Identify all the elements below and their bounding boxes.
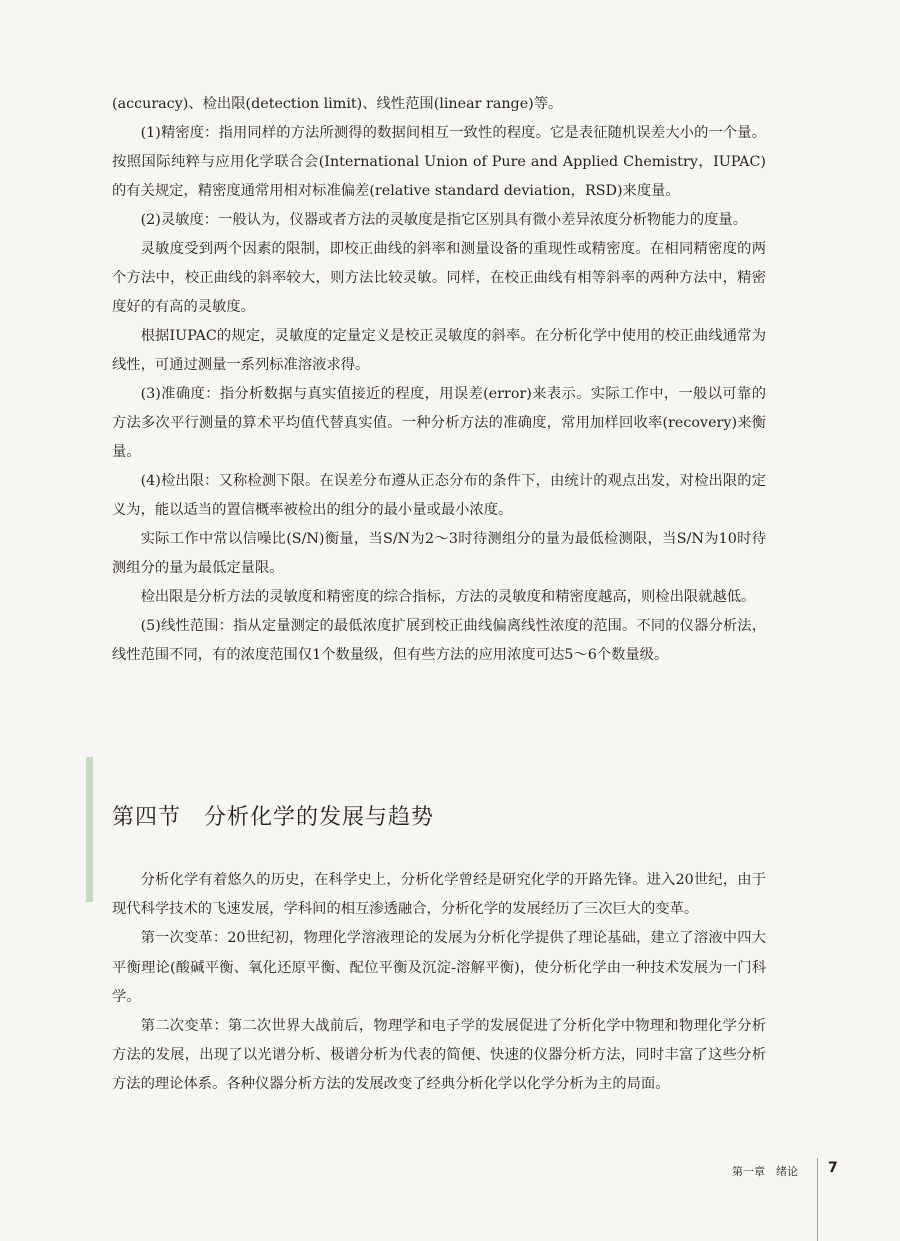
page-number: 7 [828,1160,838,1176]
footer-divider [817,1158,818,1241]
paragraph-sensitivity-iupac: 根据IUPAC的规定，灵敏度的定量定义是校正灵敏度的斜率。在分析化学中使用的校正曲线通常为线性，可通过测量一系列标准溶液求得。 [112,328,766,373]
paragraph-sensitivity: (2)灵敏度：一般认为，仪器或者方法的灵敏度是指它区别具有微小差异浓度分析物能力的度量。 [140,212,748,228]
paragraph-linear-range: (5)线性范围：指从定量测定的最低浓度扩展到校正曲线偏离线性浓度的范围。不同的仪器分析法，线性范围不同，有的浓度范围仅1个数量级，但有些方法的应用浓度可达5～6个数量级。 [112,618,766,663]
paragraph-detection-limit-summary: 检出限是分析方法的灵敏度和精密度的综合指标，方法的灵敏度和精密度越高，则检出限就越低。 [140,589,756,605]
section-heading: 第四节 分析化学的发展与趋势 [112,805,435,830]
running-footer-chapter: 第一章 绪论 [732,1165,798,1178]
paragraph-signal-noise: 实际工作中常以信噪比(S/N)衡量，当S/N为2～3时待测组分的量为最低检测限，当S/N为10时待测组分的量为最低定量限。 [112,531,766,576]
section-accent-bar [86,757,93,902]
paragraph-intro-continued: (accuracy)、检出限(detection limit)、线性范围(linear range)等。 [112,96,563,112]
section-text [112,866,766,1100]
body-text [112,90,766,670]
paragraph-detection-limit: (4)检出限：又称检测下限。在误差分布遵从正态分布的条件下，由统计的观点出发，对检出限的定义为，能以适当的置信概率被检出的组分的最小量或最小浓度。 [112,473,766,518]
paragraph-first-revolution: 第一次变革：20世纪初，物理化学溶液理论的发展为分析化学提供了理论基础，建立了溶液中四大平衡理论(酸碱平衡、氧化还原平衡、配位平衡及沉淀-溶解平衡)，使分析化学由一种技术发展为一门科学。 [112,930,766,1005]
paragraph-history: 分析化学有着悠久的历史，在科学史上，分析化学曾经是研究化学的开路先锋。进入20世纪，由于现代科学技术的飞速发展，学科间的相互渗透融合，分析化学的发展经历了三次巨大的变革。 [112,872,766,918]
paragraph-accuracy: (3)准确度：指分析数据与真实值接近的程度，用误差(error)来表示。实际工作中，一般以可靠的方法多次平行测量的算术平均值代替真实值。一种分析方法的准确度，常用加样回收率(recovery)来衡量。 [112,386,766,460]
paragraph-second-revolution: 第二次变革：第二次世界大战前后，物理学和电子学的发展促进了分析化学中物理和物理化学分析方法的发展，出现了以光谱分析、极谱分析为代表的简便、快速的仪器分析方法，同时丰富了这些分析方法的理论体系。各种仪器分析方法的发展改变了经典分析化学以化学分析为主的局面。 [112,1018,766,1093]
paragraph-precision: (1)精密度：指用同样的方法所测得的数据间相互一致性的程度。它是表征随机误差大小的一个量。按照国际纯粹与应用化学联合会(International Union of Pure and Applied Chemistry，IUPAC)的有关规定，精密度通常用相对标准偏差(relative standard deviation，RSD)来度量。 [112,125,766,199]
paragraph-sensitivity-limits: 灵敏度受到两个因素的限制，即校正曲线的斜率和测量设备的重现性或精密度。在相同精密度的两个方法中，校正曲线的斜率较大，则方法比较灵敏。同样，在校正曲线有相等斜率的两种方法中，精密度好的有高的灵敏度。 [112,241,766,315]
